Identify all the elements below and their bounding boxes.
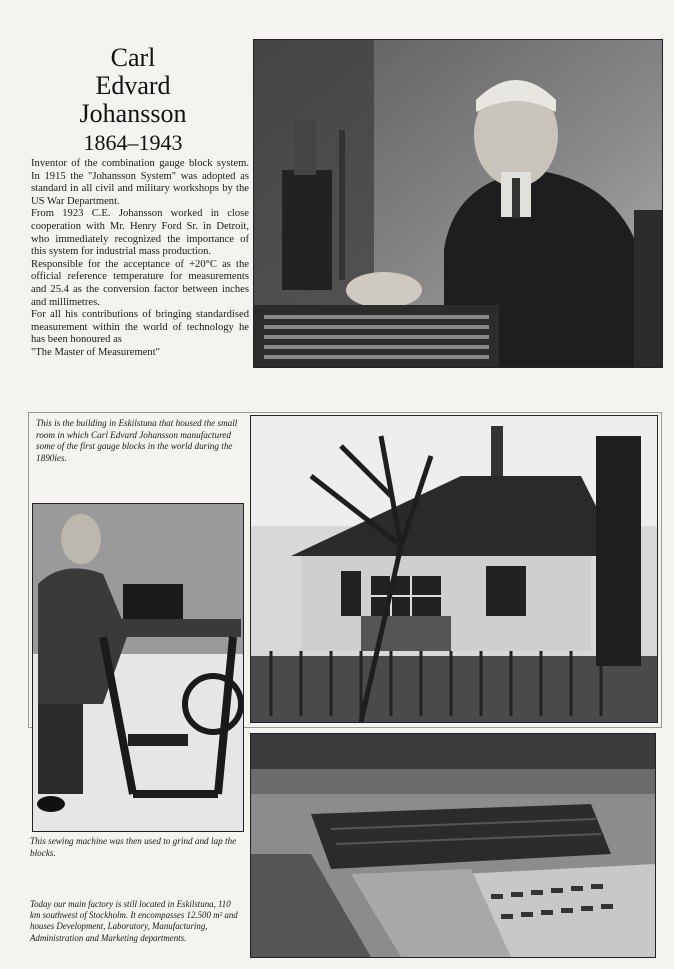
sewing-machine-photo (32, 503, 244, 832)
honour-title: "The Master of Measurement" (31, 346, 160, 358)
last-name: Johansson (79, 99, 187, 128)
building-caption: This is the building in Eskilstuna that housed the small room in which Carl Edvard Johansson manufactured some of the first gauge blocks in the world during the 1890ies. (36, 418, 238, 463)
bio-paragraph-ford: From 1923 C.E. Johansson worked in close cooperation with Mr. Henry Ford Sr. in Detroit, who immediately recognized the importance of this system for industrial mass production. (31, 208, 249, 258)
bio-paragraph-standards: Responsible for the acceptance of +20°C as the official reference temperature for measurements and 25.4 as the conversion factor between inches and millimetres. (31, 258, 249, 308)
middle-name: Edvard (95, 71, 171, 100)
page-title (58, 44, 208, 156)
factory-aerial-photo (250, 733, 656, 958)
factory-caption: Today our main factory is still located in Eskilstuna, 110 km southwest of Stockholm. It encompasses 12.500 m² and houses Development, Laboratory, Manufacturing, Administration and Marketing departments. (30, 899, 238, 943)
portrait-photo (253, 39, 663, 368)
building-photo (250, 415, 658, 723)
first-name: Carl (110, 43, 156, 72)
sewing-machine-caption: This sewing machine was then used to grind and lap the blocks. (30, 836, 237, 858)
biography (31, 158, 249, 360)
bio-paragraph-invention: Inventor of the combination gauge block system. In 1915 the "Johansson System" was adopted as standard in all civil and military workshops by the US War Department. (31, 158, 249, 207)
bio-paragraph-honour: For all his contributions of bringing standardised measurement within the world of technology he has been honoured as (31, 309, 249, 346)
life-years: 1864–1943 (83, 130, 183, 155)
